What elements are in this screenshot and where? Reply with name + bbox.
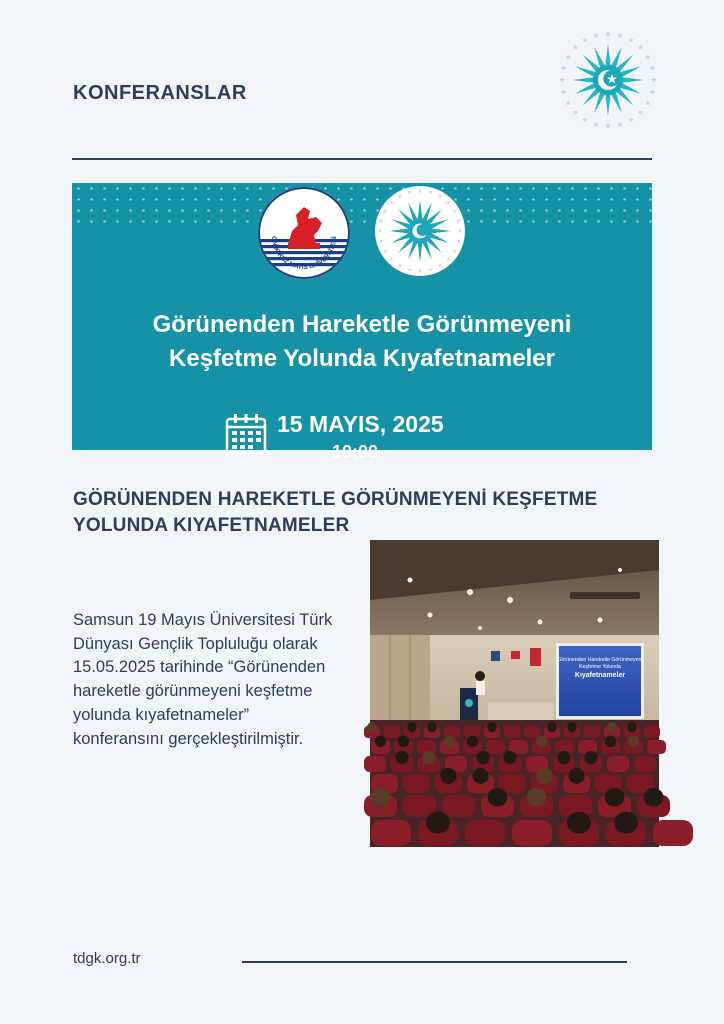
banner-title bbox=[72, 308, 652, 376]
event-banner bbox=[72, 183, 652, 462]
article-body: Samsun 19 Mayıs Üniversitesi Türk Dünyası Gençlik Topluluğu olarak 15.05.2025 tarihinde “Görünenden hareketle görünmeyeni keşfetme yolunda kıyafetnameler” konferansını gerçekleştirilmiştir. bbox=[73, 611, 333, 748]
calendar-icon bbox=[223, 413, 269, 453]
website-link[interactable]: tdgk.org.tr bbox=[73, 950, 141, 967]
article-title: GÖRÜNENDEN HAREKETLE GÖRÜNMEYENİ KEŞFETME YOLUNDA KIYAFETNAMELER bbox=[73, 489, 598, 536]
banner-title-line-1: Görünenden Hareketle Görünmeyeni bbox=[152, 311, 572, 338]
event-time: 10:00 bbox=[332, 442, 379, 462]
banner-star-pattern bbox=[72, 183, 652, 231]
top-divider bbox=[72, 158, 652, 160]
university-logo bbox=[258, 187, 350, 279]
svg-text:Keşfetme Yolunda: Keşfetme Yolunda bbox=[579, 664, 621, 670]
banner-title-line-2: Keşfetme Yolunda Kıyafetnameler bbox=[169, 345, 555, 372]
svg-text:ONDOKUZ MAYIS ÜNİVERSİTESİ: ONDOKUZ MAYIS ÜNİVERSİTESİ bbox=[269, 235, 339, 272]
event-date: 15 MAYIS, 2025 bbox=[277, 411, 444, 437]
section-title: KONFERANSLAR bbox=[73, 82, 247, 104]
bottom-divider bbox=[242, 961, 627, 963]
conference-photo bbox=[370, 540, 659, 847]
svg-text:Görünenden Hareketle Görünmeye: Görünenden Hareketle Görünmeyeni bbox=[557, 657, 643, 663]
club-emblem-logo bbox=[375, 186, 465, 276]
svg-text:Kıyafetnameler: Kıyafetnameler bbox=[574, 672, 626, 679]
sun-crescent-emblem-icon bbox=[556, 28, 660, 132]
